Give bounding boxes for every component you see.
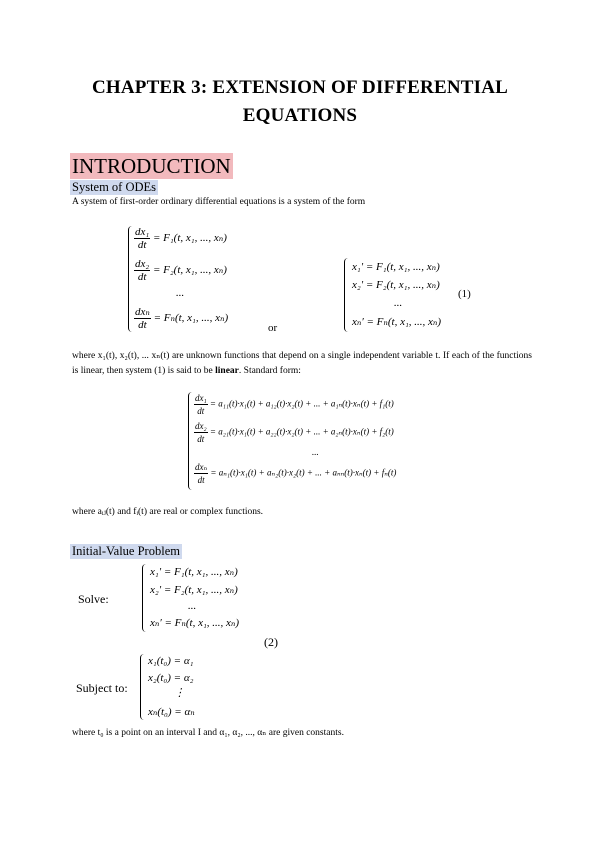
linear-eq1: $\frac{\text{dx₁}}{dt}$ = a₁₁(t)·x₁(t) + a₁₂(t)·x₂(t) + ... + a₁ₙ(t)·xₙ(t) + f₁(t) [195,393,394,416]
linear-term: linear [215,366,239,376]
system-left-dots: ... [176,287,185,299]
system-left-eq2: $\frac{\text{dx₂}}{dt}$ = F₂(t, x₁, ..., xₙ) [135,258,227,283]
subsection-title-system: System of ODEs [72,180,157,194]
system-right-eq1: x₁′ = F₁(t, x₁, ..., xₙ) [352,261,440,273]
linear-eq3: $\frac{\text{dxₙ}}{dt}$ = aₙ₁(t)·x₁(t) + aₙ₂(t)·x₂(t) + ... + aₙₙ(t)·xₙ(t) + fₙ(t) [195,462,397,485]
where-aij-paragraph: where aᵢⱼ(t) and fᵢ(t) are real or complex functions. [72,507,264,517]
solve-label: Solve: [78,592,109,606]
linear-dots: ... [312,447,319,457]
final-paragraph: where t₀ is a point on an interval I and α₁, α₂, ..., αₙ are given constants. [72,728,344,738]
ivp-eq1: x₁′ = F₁(t, x₁, ..., xₙ) [150,566,238,578]
intro-sentence: A system of first-order ordinary differential equations is a system of the form [72,197,366,207]
condition-2: x₂(t₀) = α₂ [148,672,194,684]
system-right-eq3: xₙ′ = Fₙ(t, x₁, ..., xₙ) [352,316,442,328]
subject-to-label: Subject to: [76,681,128,695]
system-left-eq1: $\frac{\text{dx₁}}{dt}$ = F₁(t, x₁, ..., xₙ) [135,226,227,251]
condition-1: x₁(t₀) = α₁ [148,655,194,667]
ivp-eq3: xₙ′ = Fₙ(t, x₁, ..., xₙ) [150,617,240,629]
linear-paragraph: where x₁(t), x₂(t), ... xₙ(t) are unknown functions that depend on a single independent variable t. If each of the functions is linear, then system (1) is said to be linear. Standard form: [72,351,532,376]
system-right-eq2: x₂′ = F₂(t, x₁, ..., xₙ) [352,279,440,291]
condition-n: xₙ(t₀) = αₙ [148,706,195,718]
section-title: INTRODUCTION [72,154,231,178]
equation-number-1: (1) [458,288,471,300]
chapter-title: CHAPTER 3: EXTENSION OF DIFFERENTIAL EQUATIONS [91,77,509,126]
ivp-eq2: x₂′ = F₂(t, x₁, ..., xₙ) [150,584,238,596]
condition-dots: ⋮ [174,687,185,699]
linear-eq2: $\frac{\text{dx₂}}{dt}$ = a₂₁(t)·x₁(t) + a₂₂(t)·x₂(t) + ... + a₂ₙ(t)·xₙ(t) + f₂(t) [195,421,394,444]
system-right-dots: ... [394,297,403,309]
equation-number-2: (2) [264,635,278,649]
or-label: or [268,322,278,334]
subsection-title-ivp: Initial-Value Problem [72,544,180,558]
ivp-dots: ... [188,600,197,612]
system-left-eq3: $\frac{\text{dxₙ}}{dt}$ = Fₙ(t, x₁, ..., xₙ) [135,306,229,331]
